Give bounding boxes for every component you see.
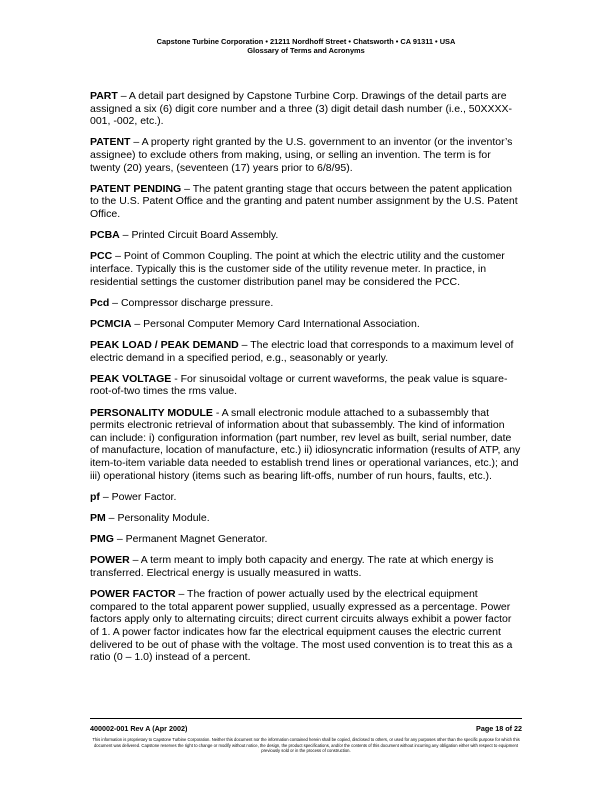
separator: – [181, 182, 193, 195]
definition: A term meant to imply both capacity and energy. The rate at which energy is transferred. Electrical energy is usually measured in watts. [90, 554, 494, 579]
term: PEAK LOAD / PEAK DEMAND [90, 339, 239, 352]
glossary-entry-pcba [90, 229, 522, 242]
separator: – [99, 490, 112, 503]
footer-rule [90, 718, 522, 719]
definition: Power Factor. [111, 490, 177, 503]
separator: – [117, 90, 129, 102]
term: PCMCIA [90, 317, 132, 330]
term: POWER FACTOR [90, 588, 176, 601]
separator: – [109, 296, 121, 309]
glossary-entry-part [90, 90, 522, 128]
term: Pcd [90, 296, 110, 309]
definition: A property right granted by the U.S. government to an inventor (or the inventor’s assignee) to exclude others from making, using, or selling an invention. The term is for twenty (20) years, (seventeen (17) years prior to 6/8/95). [90, 136, 513, 174]
definition: Point of Common Coupling. The point at which the electric utility and the customer interface. Typically this is the customer side of the utility revenue meter. In practice, in residential settings the customer distribution panel may be considered the PCC. [90, 250, 505, 288]
separator: – [238, 339, 251, 352]
separator: - [171, 372, 181, 385]
definition: A small electronic module attached to a subassembly that permits electronic retrieval of information about that subassembly. The kind of information can include: i) configuration information (part number, rev level as built, serial number, date of manufacture, location of manufacture, etc.) ii) idiosyncratic information (results of ATP, any item-to-item variable data needed to establish trend lines or operational variances, etc.); and iii) operational history (items such as bearing lift-offs, number of run hours, faults, etc.). [90, 406, 521, 482]
term: POWER [90, 554, 130, 567]
glossary-entry-pmg [90, 533, 522, 546]
separator: – [112, 250, 124, 263]
glossary-entry-personality-module [90, 407, 522, 483]
glossary-entry-power [90, 554, 522, 579]
glossary-entry-pcc [90, 250, 522, 288]
definition: The fraction of power actually used by the electrical equipment compared to the total apparent power supplied, usually expressed as a percentage. Power factors apply only to alternating circuits; direct current circuits always exhibit a power factor of 1. A power factor indicates how far the electrical equipment causes the electric current delivered to be out of phase with the voltage. The most used convention is to treat this as a ratio (0 – 1.0) instead of a percent. [90, 588, 513, 664]
definition: For sinusoidal voltage or current waveforms, the peak value is square-root-of-two times the rms value. [90, 372, 508, 398]
term: PCBA [90, 229, 120, 242]
term: pf [90, 490, 100, 503]
separator: – [129, 554, 141, 567]
definition: The electric load that corresponds to a maximum level of electric demand in a specified period, e.g., seasonably or yearly. [90, 339, 514, 364]
document-title: Glossary of Terms and Acronyms [247, 46, 365, 55]
separator: – [105, 511, 118, 524]
glossary-entry-pm [90, 512, 522, 525]
term: PCC [90, 250, 113, 263]
separator: – [119, 229, 132, 242]
glossary-entry-patent [90, 136, 522, 174]
glossary-entry-patent-pending [90, 183, 522, 221]
page-header [0, 37, 612, 55]
definition: The patent granting stage that occurs between the patent application to the U.S. Patent Office and the granting and patent number assignment by the U.S. Patent Office. [90, 182, 518, 220]
proprietary-notice: This information is proprietary to Capstone Turbine Corporation. Neither this document nor the information contained herein shall be copied, disclosed to others, or used for any purposes other than the specific purpose for which this document was delivered. Capstone reserves the right to change or modify without notice, the design, the product specifications, and/or the contents of this document without incurring any obligation either with respect to equipment previously sold or in the process of construction. [92, 737, 520, 754]
document-number: 400002-001 Rev A (Apr 2002) [90, 724, 188, 733]
term: PEAK VOLTAGE [90, 372, 172, 385]
definition: Printed Circuit Board Assembly. [131, 229, 279, 242]
term: PM [90, 511, 106, 524]
page-number: Page 18 of 22 [476, 724, 522, 733]
term: PART [90, 90, 118, 102]
glossary-entry-pcd [90, 297, 522, 310]
definition: Personal Computer Memory Card International Association. [143, 317, 420, 330]
separator: – [130, 136, 142, 149]
glossary-body [90, 90, 522, 672]
company-address: Capstone Turbine Corporation • 21211 Nordhoff Street • Chatsworth • CA 91311 • USA [156, 37, 456, 46]
glossary-entry-pf [90, 491, 522, 504]
glossary-entry-pcmcia [90, 318, 522, 331]
glossary-entry-power-factor [90, 588, 522, 664]
separator: – [131, 317, 144, 330]
definition: A detail part designed by Capstone Turbine Corp. Drawings of the detail parts are assigned a six (6) digit core number and a three (3) digit detail dash number (i.e., 50XXXX-001, -002, etc.). [90, 90, 512, 128]
term: PATENT PENDING [90, 182, 182, 195]
definition: Compressor discharge pressure. [120, 296, 274, 309]
glossary-entry-peak-voltage [90, 373, 522, 398]
separator: – [113, 533, 126, 546]
term: PERSONALITY MODULE [90, 406, 213, 419]
separator: - [212, 406, 222, 419]
definition: Permanent Magnet Generator. [125, 533, 268, 546]
definition: Personality Module. [117, 511, 210, 524]
separator: – [175, 588, 188, 601]
term: PMG [90, 533, 114, 546]
term: PATENT [90, 136, 131, 149]
glossary-entry-peak-load [90, 339, 522, 364]
